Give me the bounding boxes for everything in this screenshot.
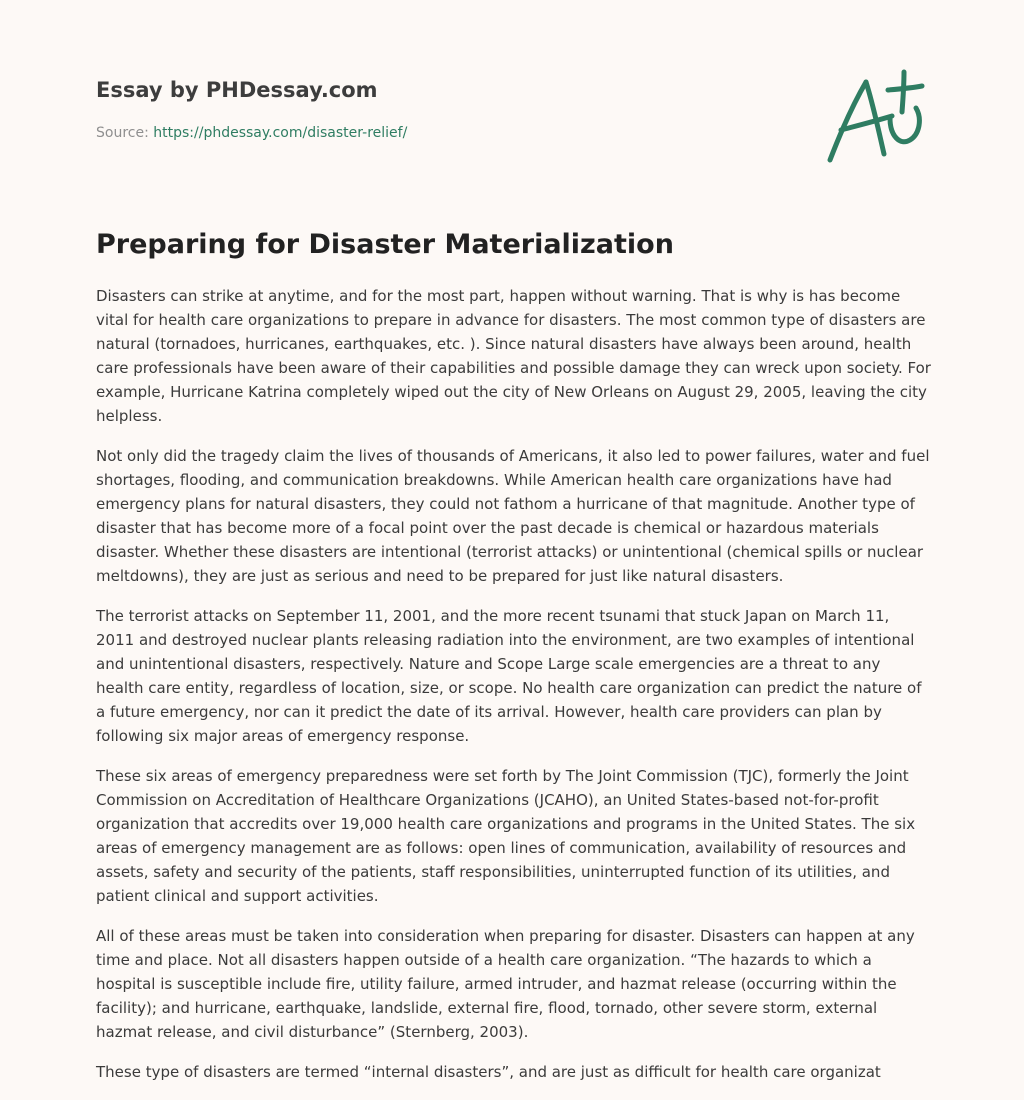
essay-paragraph: All of these areas must be taken into consideration when preparing for disaster. Disasters can happen at any time and place. Not all disasters happen outside of a health care organization. “The hazards to which a hospital is susceptible include fire, utility failure, armed intruder, and hazmat release (occurring within the facility); and hurricane, earthquake, landslide, external fire, flood, tornado, other severe storm, external hazmat release, and civil disturbance” (Sternberg, 2003). [96,927,915,1041]
a-plus-grade-icon [818,64,930,168]
essay-paragraph: The terrorist attacks on September 11, 2001, and the more recent tsunami that stuck Japan on March 11, 2011 and destroyed nuclear plants releasing radiation into the environment, are two examples of intentional and unintentional disasters, respectively. Nature and Scope Large scale emergencies are a threat to any health care entity, regardless of location, size, or scope. No health care organization can predict the nature of a future emergency, nor can it predict the date of its arrival. However, health care providers can plan by following six major areas of emergency response. [96,607,922,745]
essay-header [96,74,928,143]
essay-body [96,284,932,1100]
essay-paragraph: Not only did the tragedy claim the lives of thousands of Americans, it also led to power failures, water and fuel shortages, flooding, and communication breakdowns. While American health care organizations have had emergency plans for natural disasters, they could not fathom a hurricane of that magnitude. Another type of disaster that has become more of a focal point over the past decade is chemical or hazardous materials disaster. Whether these disasters are intentional (terrorist attacks) or unintentional (chemical spills or nuclear meltdowns), they are just as serious and need to be prepared for just like natural disasters. [96,447,930,585]
site-title: Essay by PHDessay.com [96,78,378,102]
document-title: Preparing for Disaster Materialization [96,229,674,260]
essay-paragraph: These six areas of emergency preparedness were set forth by The Joint Commission (TJC), formerly the Joint Commission on Accreditation of Healthcare Organizations (JCAHO), an United States-based not-for-profit organization that accredits over 19,000 health care organizations and programs in the United States. The six areas of emergency management are as follows: open lines of communication, availability of resources and assets, safety and security of the patients, staff responsibilities, uninterrupted function of its utilities, and patient clinical and support activities. [96,767,916,905]
essay-paragraph: Disasters can strike at anytime, and for the most part, happen without warning. That is why is has become vital for health care organizations to prepare in advance for disasters. The most common type of disasters are natural (tornadoes, hurricanes, earthquakes, etc. ). Since natural disasters have always been around, health care professionals have been aware of their capabilities and possible damage they can wreck upon society. For example, Hurricane Katrina completely wiped out the city of New Orleans on August 29, 2005, leaving the city helpless. [96,287,931,425]
source-line [96,123,928,143]
source-label: Source: [96,125,149,141]
essay-paragraph: These type of disasters are termed “internal disasters”, and are just as difficult for health care organizat [96,1063,881,1081]
source-link[interactable]: https://phdessay.com/disaster-relief/ [153,125,408,141]
